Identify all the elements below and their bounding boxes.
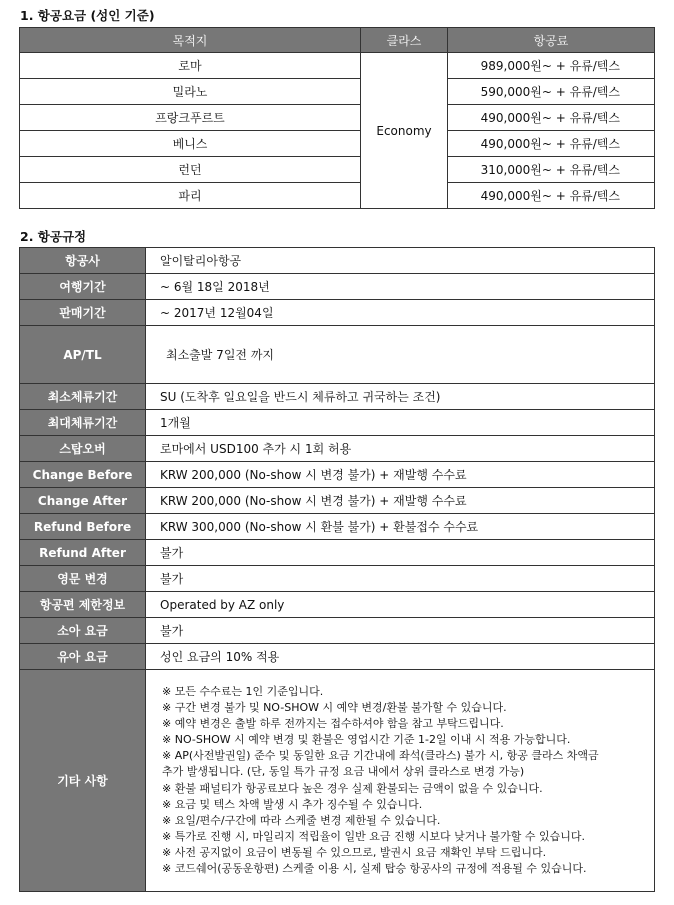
rule-value: Operated by AZ only bbox=[146, 592, 655, 618]
notes-cell bbox=[146, 670, 655, 892]
destination-cell: 파리 bbox=[20, 183, 361, 209]
table-row bbox=[20, 436, 655, 462]
table-row bbox=[20, 326, 655, 384]
destination-cell: 프랑크푸르트 bbox=[20, 105, 361, 131]
rule-label: 영문 변경 bbox=[20, 566, 146, 592]
rule-value: SU (도착후 일요일을 반드시 체류하고 귀국하는 조건) bbox=[146, 384, 655, 410]
rule-value: 로마에서 USD100 추가 시 1회 허용 bbox=[146, 436, 655, 462]
rule-value: KRW 200,000 (No-show 시 변경 불가) + 재발행 수수료 bbox=[146, 488, 655, 514]
table-row bbox=[20, 540, 655, 566]
table-row bbox=[20, 462, 655, 488]
rule-value: ~ 2017년 12월04일 bbox=[146, 300, 655, 326]
notes-label: 기타 사항 bbox=[20, 670, 146, 892]
fare-cell: 590,000원~ + 유류/텍스 bbox=[448, 79, 655, 105]
rule-value: 알이탈리아항공 bbox=[146, 248, 655, 274]
table-row bbox=[20, 183, 655, 209]
fare-cell: 989,000원~ + 유류/텍스 bbox=[448, 53, 655, 79]
rule-value: ~ 6월 18일 2018년 bbox=[146, 274, 655, 300]
fare-cell: 490,000원~ + 유류/텍스 bbox=[448, 183, 655, 209]
rule-label: 유아 요금 bbox=[20, 644, 146, 670]
rule-label: 최소체류기간 bbox=[20, 384, 146, 410]
note-line: ※ AP(사전발권일) 준수 및 동일한 요금 기간내에 좌석(클라스) 불가 시, 항공 클라스 차액금 bbox=[162, 749, 599, 763]
rule-value: 불가 bbox=[146, 540, 655, 566]
fare-cell: 490,000원~ + 유류/텍스 bbox=[448, 105, 655, 131]
class-cell: Economy bbox=[361, 53, 448, 209]
fare-cell: 310,000원~ + 유류/텍스 bbox=[448, 157, 655, 183]
rule-value: 불가 bbox=[146, 566, 655, 592]
rule-value: KRW 300,000 (No-show 시 환불 불가) + 환불접수 수수료 bbox=[146, 514, 655, 540]
destination-cell: 베니스 bbox=[20, 131, 361, 157]
fare-cell: 490,000원~ + 유류/텍스 bbox=[448, 131, 655, 157]
header-class: 클라스 bbox=[361, 28, 448, 53]
table-row bbox=[20, 300, 655, 326]
note-line: ※ 예약 변경은 출발 하루 전까지는 접수하셔야 함을 참고 부탁드립니다. bbox=[162, 717, 504, 731]
table-row bbox=[20, 274, 655, 300]
destination-cell: 로마 bbox=[20, 53, 361, 79]
rule-label: 최대체류기간 bbox=[20, 410, 146, 436]
rule-label: Refund After bbox=[20, 540, 146, 566]
table-row bbox=[20, 53, 655, 79]
fare-table-header bbox=[20, 28, 655, 53]
rule-value: 1개월 bbox=[146, 410, 655, 436]
note-line: ※ 환불 패널티가 항공료보다 높은 경우 실제 환불되는 금액이 없을 수 있습니다. bbox=[162, 781, 543, 795]
rule-label: 스탑오버 bbox=[20, 436, 146, 462]
note-line: 추가 발생됩니다. (단, 동일 특가 규정 요금 내에서 상위 클라스로 변경 가능) bbox=[162, 765, 525, 779]
table-row bbox=[20, 592, 655, 618]
rule-label: 항공편 제한정보 bbox=[20, 592, 146, 618]
fare-table bbox=[19, 27, 655, 209]
rule-value: 최소출발 7일전 까지 bbox=[146, 326, 655, 384]
note-line: ※ 요일/편수/구간에 따라 스케줄 변경 제한될 수 있습니다. bbox=[162, 813, 441, 827]
table-row bbox=[20, 157, 655, 183]
rule-value: 불가 bbox=[146, 618, 655, 644]
destination-cell: 밀라노 bbox=[20, 79, 361, 105]
rule-label: 항공사 bbox=[20, 248, 146, 274]
header-destination: 목적지 bbox=[20, 28, 361, 53]
table-row bbox=[20, 105, 655, 131]
table-row bbox=[20, 514, 655, 540]
rule-label: 여행기간 bbox=[20, 274, 146, 300]
rule-label: 소아 요금 bbox=[20, 618, 146, 644]
note-line: ※ 요금 및 텍스 차액 발생 시 추가 징수될 수 있습니다. bbox=[162, 797, 423, 811]
table-row bbox=[20, 644, 655, 670]
table-row bbox=[20, 488, 655, 514]
rule-label: Change Before bbox=[20, 462, 146, 488]
table-row bbox=[20, 79, 655, 105]
section-1-title: 1. 항공요금 (성인 기준) bbox=[20, 8, 155, 23]
table-row bbox=[20, 566, 655, 592]
table-row bbox=[20, 248, 655, 274]
table-row bbox=[20, 131, 655, 157]
rule-label: Change After bbox=[20, 488, 146, 514]
rule-label: Refund Before bbox=[20, 514, 146, 540]
rules-table bbox=[19, 247, 655, 892]
note-line: ※ 구간 변경 불가 및 NO-SHOW 시 예약 변경/환불 불가할 수 있습니다. bbox=[162, 701, 507, 715]
rule-label: 판매기간 bbox=[20, 300, 146, 326]
note-line: ※ 사전 공지없이 요금이 변동될 수 있으므로, 발권시 요금 재확인 부탁 드립니다. bbox=[162, 845, 547, 859]
note-line: ※ 모든 수수료는 1인 기준입니다. bbox=[162, 684, 324, 698]
rule-value: 성인 요금의 10% 적용 bbox=[146, 644, 655, 670]
destination-cell: 런던 bbox=[20, 157, 361, 183]
rule-value: KRW 200,000 (No-show 시 변경 불가) + 재발행 수수료 bbox=[146, 462, 655, 488]
table-row bbox=[20, 410, 655, 436]
rule-label: AP/TL bbox=[20, 326, 146, 384]
note-line: ※ 코드쉐어(공동운항편) 스케줄 이용 시, 실제 탑승 항공사의 규정에 적용될 수 있습니다. bbox=[162, 861, 587, 875]
table-row bbox=[20, 670, 655, 892]
note-line: ※ NO-SHOW 시 예약 변경 및 환불은 영업시간 기준 1-2일 이내 시 적용 가능합니다. bbox=[162, 733, 571, 747]
table-row bbox=[20, 618, 655, 644]
note-line: ※ 특가로 진행 시, 마일리지 적립율이 일반 요금 진행 시보다 낮거나 불가할 수 있습니다. bbox=[162, 829, 585, 843]
section-2-title: 2. 항공규정 bbox=[20, 229, 87, 244]
table-row bbox=[20, 384, 655, 410]
header-fare: 항공료 bbox=[448, 28, 655, 53]
